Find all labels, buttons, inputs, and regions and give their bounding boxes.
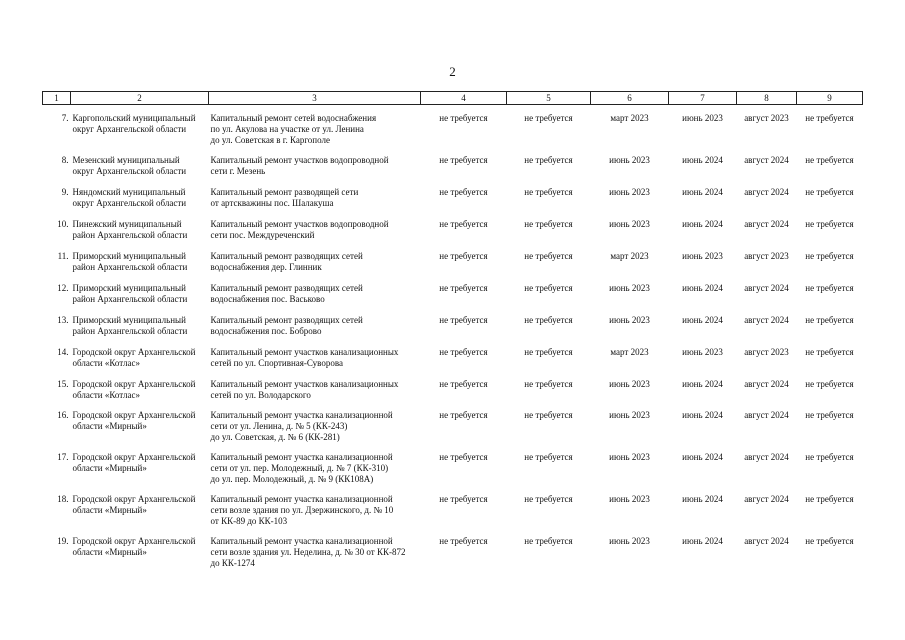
col-header-9: 9 [797, 92, 863, 105]
col5-cell: не требуется [524, 536, 573, 546]
municipality-cell [71, 155, 209, 177]
row-number: 7. [61, 113, 69, 123]
row-number: 14. [57, 347, 69, 357]
col9-cell: не требуется [805, 452, 854, 462]
work-description-cell [209, 410, 421, 443]
municipality-line: Городской округ Архангельской [72, 452, 196, 462]
end-date-cell: июнь 2024 [682, 452, 723, 462]
work-description-cell [209, 379, 421, 401]
commissioning-date-cell: август 2024 [744, 315, 789, 325]
start-date-cell: июнь 2023 [609, 219, 650, 229]
end-date-cell: июнь 2024 [682, 187, 723, 197]
col5-cell: не требуется [524, 315, 573, 325]
work-description-line: сети возле здания по ул. Дзержинского, д. № 10 [210, 505, 394, 515]
commissioning-date-cell: август 2024 [744, 410, 789, 420]
municipality-line: Городской округ Архангельской [72, 379, 196, 389]
start-date-cell: июнь 2023 [609, 494, 650, 504]
end-date-cell: июнь 2024 [682, 219, 723, 229]
row-number: 19. [57, 536, 69, 546]
table-row [43, 315, 863, 337]
commissioning-date-cell: август 2024 [744, 494, 789, 504]
work-description-cell [209, 494, 421, 527]
start-date-cell: июнь 2023 [609, 283, 650, 293]
municipality-cell [71, 113, 209, 146]
col5-cell: не требуется [524, 347, 573, 357]
work-description-line: Капитальный ремонт разводящих сетей [210, 283, 363, 293]
end-date-cell: июнь 2024 [682, 315, 723, 325]
work-description-line: от КК-89 до КК-103 [210, 516, 288, 526]
end-date-cell: июнь 2023 [682, 113, 723, 123]
work-description-line: водоснабжения пос. Боброво [210, 326, 322, 336]
municipality-line: округ Архангельской области [72, 124, 187, 134]
col9-cell: не требуется [805, 536, 854, 546]
municipality-cell [71, 494, 209, 527]
municipality-line: Каргопольский муниципальный [72, 113, 196, 123]
end-date-cell: июнь 2024 [682, 494, 723, 504]
municipality-cell [71, 536, 209, 569]
col5-cell: не требуется [524, 494, 573, 504]
work-description-line: Капитальный ремонт участков канализационных [210, 347, 399, 357]
work-description-line: Капитальный ремонт участков водопроводной [210, 155, 389, 165]
start-date-cell: июнь 2023 [609, 155, 650, 165]
municipality-line: области «Котлас» [72, 390, 140, 400]
work-description-line: Капитальный ремонт разводящих сетей [210, 315, 363, 325]
work-description-line: от артскважины пос. Шалакуша [210, 198, 334, 208]
table-row [43, 251, 863, 273]
commissioning-date-cell: август 2023 [744, 347, 789, 357]
work-description-line: Капитальный ремонт участка канализационной [210, 494, 393, 504]
work-description-line: Капитальный ремонт участка канализационной [210, 536, 393, 546]
municipality-line: Мезенский муниципальный [72, 155, 180, 165]
work-description-line: до ул. Советская в г. Каргополе [210, 135, 330, 145]
municipality-line: Городской округ Архангельской [72, 347, 196, 357]
end-date-cell: июнь 2023 [682, 347, 723, 357]
commissioning-date-cell: август 2024 [744, 452, 789, 462]
work-description-line: сетей по ул. Володарского [210, 390, 311, 400]
table-row [43, 410, 863, 443]
col-header-3: 3 [209, 92, 421, 105]
col5-cell: не требуется [524, 113, 573, 123]
row-number: 15. [57, 379, 69, 389]
col9-cell: не требуется [805, 410, 854, 420]
commissioning-date-cell: август 2024 [744, 187, 789, 197]
row-number: 17. [57, 452, 69, 462]
col5-cell: не требуется [524, 452, 573, 462]
work-description-line: до ул. Советская, д. № 6 (КК-281) [210, 432, 340, 442]
municipality-line: Приморский муниципальный [72, 283, 186, 293]
col4-cell: не требуется [439, 536, 488, 546]
municipality-line: округ Архангельской области [72, 198, 187, 208]
col9-cell: не требуется [805, 283, 854, 293]
work-description-line: водоснабжения пос. Васьково [210, 294, 325, 304]
municipality-line: Городской округ Архангельской [72, 494, 196, 504]
municipality-line: Городской округ Архангельской [72, 536, 196, 546]
table-row [43, 347, 863, 369]
work-description-line: сети пос. Междуреченский [210, 230, 315, 240]
end-date-cell: июнь 2024 [682, 283, 723, 293]
col9-cell: не требуется [805, 379, 854, 389]
row-number: 11. [57, 251, 69, 261]
commissioning-date-cell: август 2024 [744, 536, 789, 546]
work-description-cell [209, 452, 421, 485]
commissioning-date-cell: август 2023 [744, 113, 789, 123]
municipality-line: области «Мирный» [72, 505, 147, 515]
municipality-line: области «Мирный» [72, 463, 147, 473]
col5-cell: не требуется [524, 219, 573, 229]
col9-cell: не требуется [805, 251, 854, 261]
work-description-cell [209, 283, 421, 305]
work-description-line: по ул. Акулова на участке от ул. Ленина [210, 124, 364, 134]
end-date-cell: июнь 2024 [682, 410, 723, 420]
municipality-line: район Архангельской области [72, 326, 188, 336]
table-row [43, 536, 863, 569]
col4-cell: не требуется [439, 315, 488, 325]
col5-cell: не требуется [524, 187, 573, 197]
municipality-line: Няндомский муниципальный [72, 187, 186, 197]
work-description-cell [209, 315, 421, 337]
work-description-line: Капитальный ремонт участков водопроводной [210, 219, 389, 229]
work-description-line: сети от ул. пер. Молодежный, д. № 7 (КК-310) [210, 463, 389, 473]
col9-cell: не требуется [805, 347, 854, 357]
commissioning-date-cell: август 2024 [744, 283, 789, 293]
end-date-cell: июнь 2024 [682, 379, 723, 389]
municipality-cell [71, 315, 209, 337]
table-row [43, 452, 863, 485]
work-description-cell [209, 113, 421, 146]
col5-cell: не требуется [524, 410, 573, 420]
col4-cell: не требуется [439, 251, 488, 261]
col-header-5: 5 [507, 92, 591, 105]
col9-cell: не требуется [805, 219, 854, 229]
work-description-line: Капитальный ремонт участков канализационных [210, 379, 399, 389]
col9-cell: не требуется [805, 155, 854, 165]
row-number: 18. [57, 494, 69, 504]
municipality-line: области «Котлас» [72, 358, 140, 368]
municipality-cell [71, 452, 209, 485]
work-description-line: до ул. пер. Молодежный, д. № 9 (КК108А) [210, 474, 374, 484]
municipality-line: район Архангельской области [72, 230, 188, 240]
col4-cell: не требуется [439, 219, 488, 229]
municipality-line: Пинежский муниципальный [72, 219, 182, 229]
col4-cell: не требуется [439, 452, 488, 462]
municipality-line: район Архангельской области [72, 294, 188, 304]
table-row [43, 283, 863, 305]
start-date-cell: июнь 2023 [609, 379, 650, 389]
col9-cell: не требуется [805, 494, 854, 504]
work-description-line: сети г. Мезень [210, 166, 266, 176]
municipality-cell [71, 283, 209, 305]
table-row [43, 187, 863, 209]
table-row [43, 155, 863, 177]
col5-cell: не требуется [524, 251, 573, 261]
schedule-table [42, 91, 863, 569]
municipality-cell [71, 347, 209, 369]
col-header-1: 1 [43, 92, 71, 105]
work-description-line: Капитальный ремонт разводящей сети [210, 187, 359, 197]
municipality-line: район Архангельской области [72, 262, 188, 272]
col4-cell: не требуется [439, 283, 488, 293]
municipality-line: округ Архангельской области [72, 166, 187, 176]
end-date-cell: июнь 2023 [682, 251, 723, 261]
col9-cell: не требуется [805, 187, 854, 197]
work-description-cell [209, 347, 421, 369]
row-number: 8. [61, 155, 69, 165]
end-date-cell: июнь 2024 [682, 536, 723, 546]
col-header-2: 2 [71, 92, 209, 105]
work-description-cell [209, 187, 421, 209]
col9-cell: не требуется [805, 113, 854, 123]
municipality-cell [71, 187, 209, 209]
col5-cell: не требуется [524, 155, 573, 165]
start-date-cell: июнь 2023 [609, 410, 650, 420]
municipality-cell [71, 379, 209, 401]
work-description-line: Капитальный ремонт разводящих сетей [210, 251, 363, 261]
col9-cell: не требуется [805, 315, 854, 325]
page-number: 2 [449, 64, 456, 79]
municipality-line: области «Мирный» [72, 547, 147, 557]
municipality-line: Приморский муниципальный [72, 315, 186, 325]
work-description-line: Капитальный ремонт участка канализационной [210, 410, 393, 420]
start-date-cell: июнь 2023 [609, 315, 650, 325]
work-description-line: водоснабжения дер. Глинник [210, 262, 322, 272]
municipality-cell [71, 410, 209, 443]
start-date-cell: март 2023 [610, 251, 649, 261]
table-row [43, 379, 863, 401]
row-number: 13. [57, 315, 69, 325]
work-description-cell [209, 536, 421, 569]
col5-cell: не требуется [524, 283, 573, 293]
municipality-line: Приморский муниципальный [72, 251, 186, 261]
work-description-cell [209, 219, 421, 241]
table-row [43, 113, 863, 146]
table-row [43, 494, 863, 527]
start-date-cell: июнь 2023 [609, 536, 650, 546]
col4-cell: не требуется [439, 379, 488, 389]
work-description-line: сетей по ул. Спортивная-Суворова [210, 358, 343, 368]
municipality-cell [71, 219, 209, 241]
work-description-line: до КК-1274 [210, 558, 255, 568]
col5-cell: не требуется [524, 379, 573, 389]
municipality-line: Городской округ Архангельской [72, 410, 196, 420]
col-header-4: 4 [421, 92, 507, 105]
col4-cell: не требуется [439, 410, 488, 420]
col-header-6: 6 [591, 92, 669, 105]
col4-cell: не требуется [439, 494, 488, 504]
col-header-8: 8 [737, 92, 797, 105]
work-description-cell [209, 251, 421, 273]
municipality-line: области «Мирный» [72, 421, 147, 431]
work-description-line: Капитальный ремонт участка канализационной [210, 452, 393, 462]
table-body [43, 105, 863, 570]
start-date-cell: март 2023 [610, 347, 649, 357]
col4-cell: не требуется [439, 155, 488, 165]
row-number: 9. [61, 187, 69, 197]
col4-cell: не требуется [439, 347, 488, 357]
row-number: 12. [57, 283, 69, 293]
start-date-cell: июнь 2023 [609, 452, 650, 462]
work-description-line: сети от ул. Ленина, д. № 5 (КК-243) [210, 421, 348, 431]
commissioning-date-cell: август 2023 [744, 251, 789, 261]
commissioning-date-cell: август 2024 [744, 219, 789, 229]
municipality-cell [71, 251, 209, 273]
col4-cell: не требуется [439, 187, 488, 197]
work-description-cell [209, 155, 421, 177]
column-number-header [43, 92, 863, 105]
work-description-line: Капитальный ремонт сетей водоснабжения [210, 113, 377, 123]
row-number: 10. [57, 219, 69, 229]
end-date-cell: июнь 2024 [682, 155, 723, 165]
col-header-7: 7 [669, 92, 737, 105]
commissioning-date-cell: август 2024 [744, 379, 789, 389]
start-date-cell: март 2023 [610, 113, 649, 123]
row-number: 16. [57, 410, 69, 420]
table-row [43, 219, 863, 241]
col4-cell: не требуется [439, 113, 488, 123]
commissioning-date-cell: август 2024 [744, 155, 789, 165]
start-date-cell: июнь 2023 [609, 187, 650, 197]
work-description-line: сети возле здания ул. Неделина, д. № 30 от КК-872 [210, 547, 406, 557]
